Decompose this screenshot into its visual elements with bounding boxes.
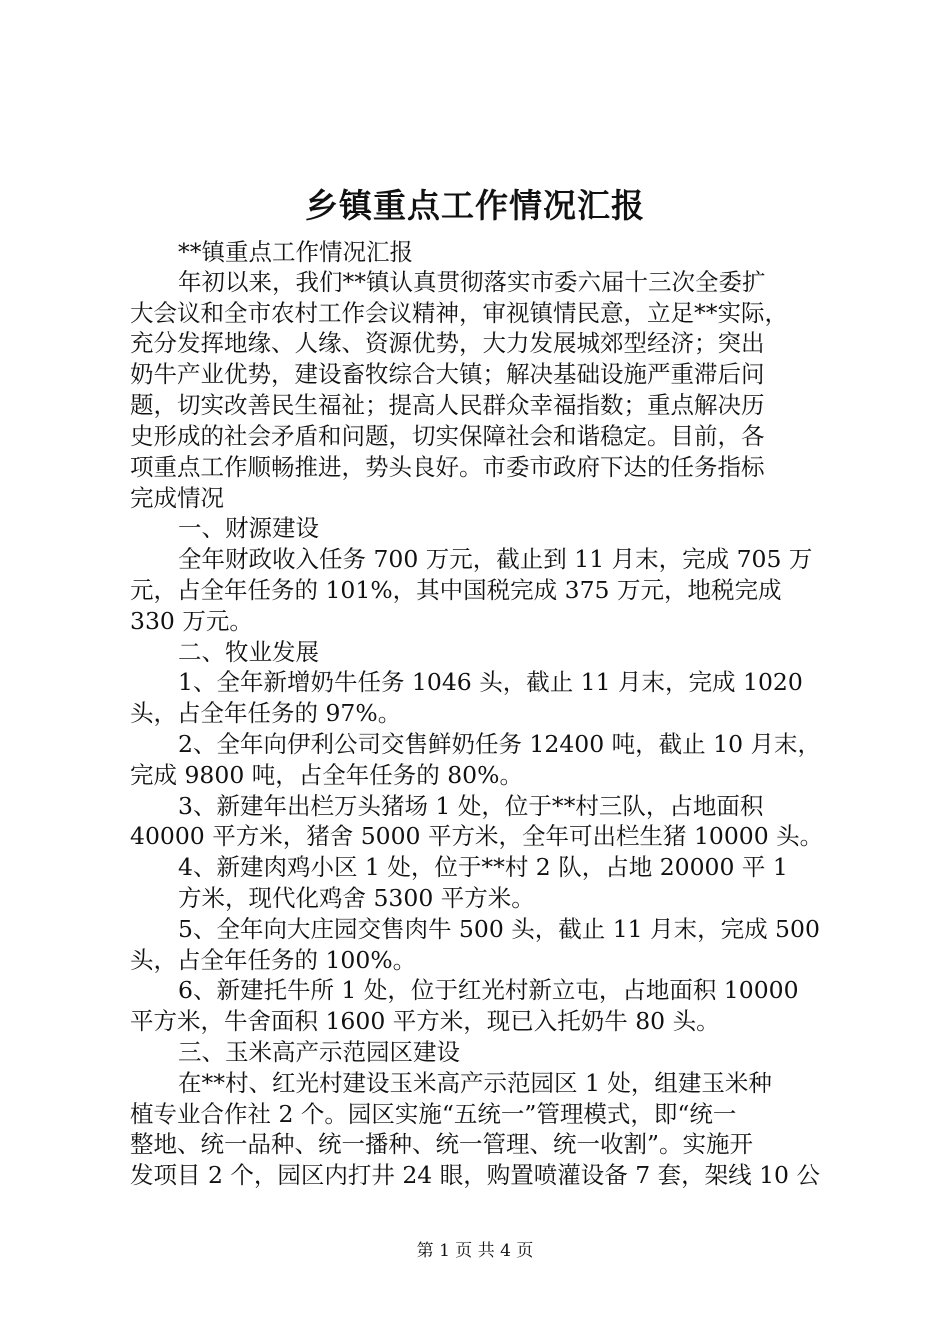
body-line: 项重点工作顺畅推进，势头良好。市委市政府下达的任务指标 — [130, 453, 765, 481]
body-line: 在**村、红光村建设玉米高产示范园区 1 处，组建玉米种 — [178, 1069, 772, 1097]
section-heading: 二、牧业发展 — [178, 638, 319, 666]
body-line: 元，占全年任务的 101%，其中国税完成 375 万元，地税完成 — [130, 576, 782, 604]
body-line: **镇重点工作情况汇报 — [178, 238, 413, 266]
body-line: 方米，现代化鸡舍 5300 平方米。 — [178, 884, 535, 912]
body-line: 发项目 2 个，园区内打井 24 眼，购置喷灌设备 7 套，架线 10 公 — [130, 1161, 820, 1189]
page-footer: 第 1 页 共 4 页 — [416, 1241, 534, 1261]
body-line: 全年财政收入任务 700 万元，截止到 11 月末，完成 705 万 — [178, 545, 813, 573]
body-line: 奶牛产业优势，建设畜牧综合大镇；解决基础设施严重滞后问 — [130, 360, 765, 388]
body-line: 完成 9800 吨，占全年任务的 80%。 — [130, 761, 523, 789]
body-line: 平方米，牛舍面积 1600 平方米，现已入托奶牛 80 头。 — [130, 1007, 720, 1035]
body-line: 6、新建托牛所 1 处，位于红光村新立屯，占地面积 10000 — [178, 976, 799, 1004]
section-heading: 三、玉米高产示范园区建设 — [178, 1038, 460, 1066]
body-line: 整地、统一品种、统一播种、统一管理、统一收割”。实施开 — [130, 1130, 754, 1158]
body-line: 史形成的社会矛盾和问题，切实保障社会和谐稳定。目前，各 — [130, 422, 765, 450]
body-line: 4、新建肉鸡小区 1 处，位于**村 2 队，占地 20000 平 1 — [178, 853, 788, 881]
body-line: 充分发挥地缘、人缘、资源优势，大力发展城郊型经济；突出 — [130, 329, 765, 357]
body-line: 5、全年向大庄园交售肉牛 500 头，截止 11 月末，完成 500 — [178, 915, 820, 943]
section-heading: 一、财源建设 — [178, 514, 319, 542]
body-line: 40000 平方米，猪舍 5000 平方米，全年可出栏生猪 10000 头。 — [130, 822, 824, 850]
body-line: 1、全年新增奶牛任务 1046 头，截止 11 月末，完成 1020 — [178, 668, 803, 696]
body-line: 2、全年向伊利公司交售鲜奶任务 12400 吨，截止 10 月末， — [178, 730, 821, 758]
document-title: 乡镇重点工作情况汇报 — [305, 186, 645, 225]
body-line: 题，切实改善民生福祉；提高人民群众幸福指数；重点解决历 — [130, 391, 765, 419]
body-line: 完成情况 — [130, 484, 224, 512]
body-line: 头，占全年任务的 97%。 — [130, 699, 402, 727]
body-line: 3、新建年出栏万头猪场 1 处，位于**村三队，占地面积 — [178, 792, 764, 820]
body-line: 年初以来，我们**镇认真贯彻落实市委六届十三次全委扩 — [178, 268, 766, 296]
body-line: 头，占全年任务的 100%。 — [130, 946, 417, 974]
body-line: 330 万元。 — [130, 607, 253, 635]
body-line: 大会议和全市农村工作会议精神，审视镇情民意，立足**实际， — [130, 299, 788, 327]
body-line: 植专业合作社 2 个。园区实施“五统一”管理模式，即“统一 — [130, 1100, 737, 1128]
